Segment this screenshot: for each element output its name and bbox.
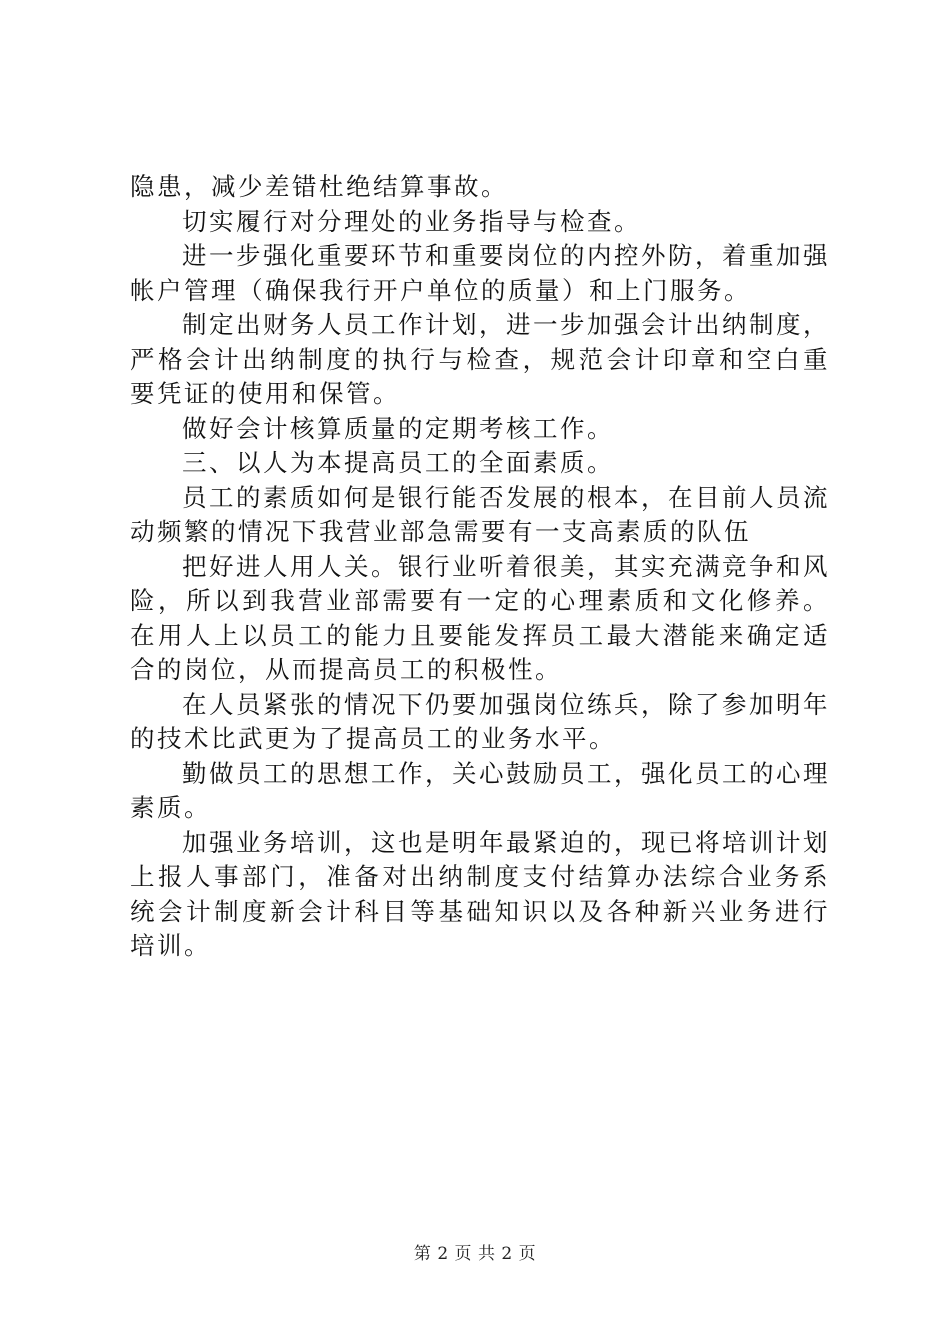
- section-heading-people: 三、以人为本提高员工的全面素质。: [182, 448, 614, 477]
- paragraph-continuation: 隐患，减少差错杜绝结算事故。: [130, 172, 508, 201]
- page-footer: 第 2 页 共 2 页: [413, 1244, 537, 1264]
- paragraph-staff-morale: 勤做员工的思想工作，关心鼓励员工，强化员工的心理素质。: [130, 758, 830, 822]
- document-body: [130, 170, 830, 964]
- paragraph-staff-quality: 员工的素质如何是银行能否发展的根本，在目前人员流动频繁的情况下我营业部急需要有一支高素质的队伍: [130, 482, 830, 546]
- paragraph-accounting-assessment: 做好会计核算质量的定期考核工作。: [182, 413, 614, 443]
- paragraph-training-practice: 在人员紧张的情况下仍要加强岗位练兵，除了参加明年的技术比武更为了提高员工的业务水平。: [130, 689, 830, 753]
- paragraph-hiring: 把好进人用人关。银行业听着很美，其实充满竞争和风险，所以到我营业部需要有一定的心理素质和文化修养。在用人上以员工的能力且要能发挥员工最大潜能来确定适合的岗位，从而提高员工的积极性。: [130, 551, 830, 684]
- paragraph-finance-plan: 制定出财务人员工作计划，进一步加强会计出纳制度，严格会计出纳制度的执行与检查，规范会计印章和空白重要凭证的使用和保管。: [130, 310, 830, 408]
- paragraph-business-training: 加强业务培训，这也是明年最紧迫的，现已将培训计划上报人事部门，准备对出纳制度支付结算办法综合业务系统会计制度新会计科目等基础知识以及各种新兴业务进行培训。: [130, 827, 830, 960]
- paragraph-internal-control: 进一步强化重要环节和重要岗位的内控外防，着重加强帐户管理（确保我行开户单位的质量）和上门服务。: [130, 241, 830, 305]
- paragraph-branch-guidance: 切实履行对分理处的业务指导与检查。: [182, 206, 641, 236]
